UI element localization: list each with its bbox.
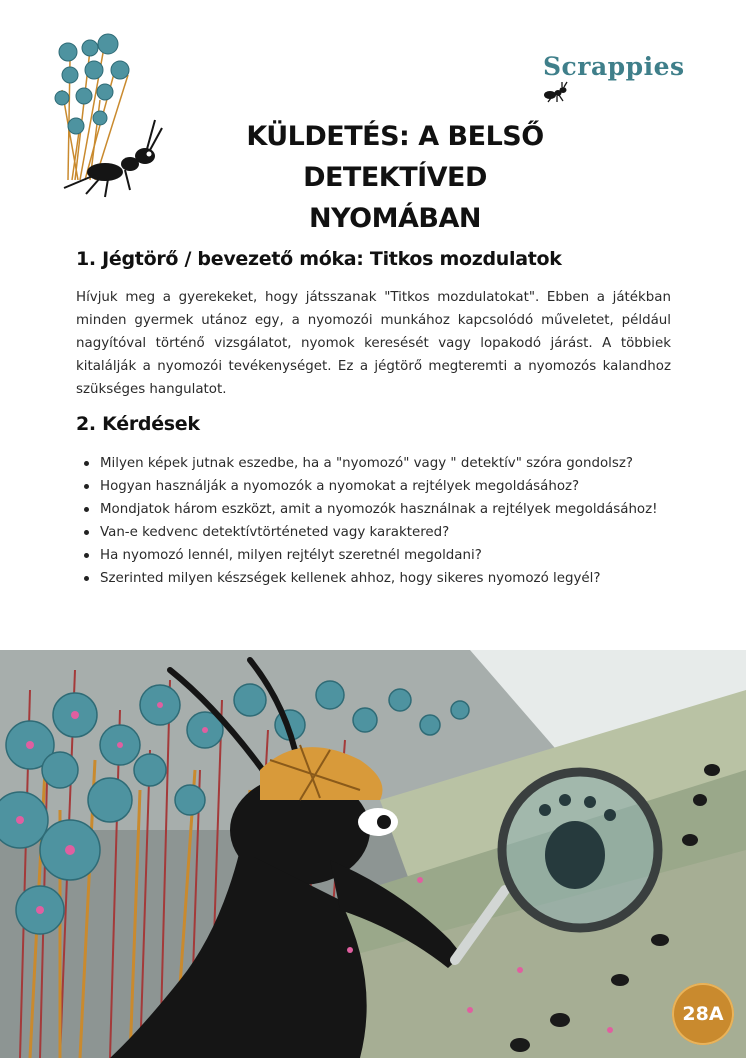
- question-text: Mondjatok három eszközt, amit a nyomozók használnak a rejtélyek megoldásához!: [100, 502, 658, 517]
- questions-list: [76, 452, 671, 590]
- bullet-icon: [84, 553, 89, 558]
- question-text: Milyen képek jutnak eszedbe, ha a "nyomozó" vagy " detektív" szóra gondolsz?: [100, 456, 633, 471]
- question-text: Szerinted milyen készségek kellenek ahhoz, hogy sikeres nyomozó legyél?: [100, 571, 601, 586]
- bullet-icon: [84, 530, 89, 535]
- section-1-heading: 1. Jégtörő / bevezető móka: Titkos mozdulatok: [76, 248, 562, 270]
- scrappies-logo: [543, 52, 713, 92]
- section-2-heading: 2. Kérdések: [76, 413, 200, 435]
- bullet-icon: [84, 461, 89, 466]
- bullet-icon: [84, 507, 89, 512]
- question-item: [76, 521, 671, 544]
- ant-icon: [543, 81, 569, 103]
- question-item: [76, 544, 671, 567]
- section-1-body: Hívjuk meg a gyerekeket, hogy játsszanak "Titkos mozdulatokat". Ebben a játékban minden gyermek utánoz egy, a nyomozói munkához kapcsolódó műveletet, például nagyítóval történő vizsgálatot, nyomok keresését vagy lopakodó járást. A többiek kitalálják a nyomozói tevékenységet. Ez a jégtörő megteremti a nyomozós kalandhoz szükséges hangulatot.: [76, 290, 671, 397]
- question-text: Van-e kedvenc detektívtörténeted vagy karaktered?: [100, 525, 450, 540]
- page-number-badge: 28A: [672, 983, 734, 1045]
- bullet-icon: [84, 484, 89, 489]
- question-text: Hogyan használják a nyomozók a nyomokat a rejtélyek megoldásához?: [100, 479, 580, 494]
- title-line-1: KÜLDETÉS: A BELSŐ DETEKTÍVED: [246, 121, 544, 193]
- question-item: [76, 475, 671, 498]
- question-item: [76, 498, 671, 521]
- title-line-2: NYOMÁBAN: [309, 203, 481, 234]
- detective-ant-illustration: [0, 650, 746, 1058]
- question-item: [76, 567, 671, 590]
- page-title: [150, 116, 640, 239]
- brand-name: Scrappies: [543, 52, 685, 81]
- question-text: Ha nyomozó lennél, milyen rejtélyt szeretnél megoldani?: [100, 548, 482, 563]
- question-item: [76, 452, 671, 475]
- bullet-icon: [84, 576, 89, 581]
